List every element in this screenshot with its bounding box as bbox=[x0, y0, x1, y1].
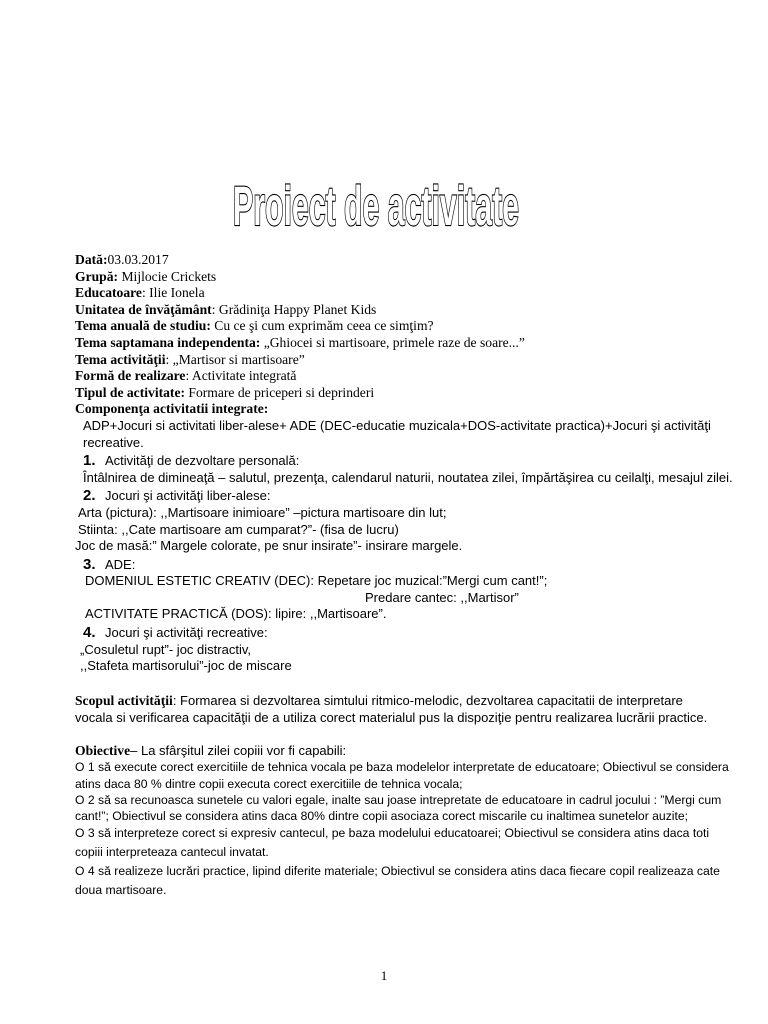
field-value: „Ghiocei si martisoare, primele raze de soare...” bbox=[260, 334, 525, 350]
field-value: 03.03.2017 bbox=[107, 252, 169, 267]
scop-label: Scopul activităţii bbox=[75, 692, 173, 708]
field-label: Dată: bbox=[75, 252, 108, 267]
wordart-title bbox=[226, 165, 526, 235]
section-title: ADE: bbox=[105, 556, 136, 572]
objective-item: O 1 să execute corect exercitiile de tehnica vocala pe baza modelelor interpretate de educatoare; Obiectivul se considera atins daca 80 % dintre copii executa corect exercitiile de tehnica vocala; bbox=[75, 760, 729, 791]
section-4-heading bbox=[75, 625, 740, 642]
field-value: Formare de priceperi si deprinderi bbox=[185, 384, 375, 400]
objective-item: O 2 să sa recunoasca sunetele cu valori egale, inalte sau joase intrepretate de educatoare in cadrul jocului : ”Mergi cum cant!”; Obiectivul se considera atins daca 80% dintre copii asociaza corect miscarile cu inaltimea sunetelor auzite; bbox=[75, 792, 722, 824]
field-label: Tema saptamana independenta: bbox=[75, 334, 261, 350]
section-number: 2. bbox=[83, 487, 96, 505]
spacer bbox=[75, 726, 740, 743]
field-data bbox=[75, 252, 740, 269]
section-2-heading bbox=[75, 488, 740, 505]
field-unitatea bbox=[75, 302, 740, 319]
field-value: Cu ce şi cum exprimăm ceea ce simţim? bbox=[210, 318, 434, 334]
title-svg bbox=[226, 165, 526, 235]
obiective-heading bbox=[75, 743, 740, 760]
field-educatoare bbox=[75, 285, 740, 302]
field-value: Mijlocie Crickets bbox=[118, 268, 217, 284]
field-label: Unitatea de învăţământ bbox=[75, 301, 212, 317]
field-componenta bbox=[75, 401, 740, 418]
section-2-line-1: Arta (pictura): ,,Martisoare inimioare” –pictura martisoare din lut; bbox=[78, 504, 447, 520]
page-number: 1 bbox=[380, 968, 388, 983]
objective-item: O 4 să realizeze lucrări practice, lipind diferite materiale; Obiectivul se considera atins daca fiecare copil realizeaza cate doua martisoare. bbox=[75, 864, 720, 898]
field-label: Educatoare bbox=[75, 285, 142, 301]
section-number: 1. bbox=[83, 452, 96, 470]
field-tema-saptamana bbox=[75, 335, 740, 352]
field-value: : Ilie Ionela bbox=[141, 285, 205, 301]
section-4-line-1: „Cosuletul rupt”- joc distractiv, bbox=[80, 641, 251, 657]
field-value: : „Martisor si martisoare” bbox=[165, 351, 305, 367]
componenta-text: ADP+Jocuri si activitati liber-alese+ ADE (DEC-educatie muzicala+DOS-activitate practica)+Jocuri şi activităţi recreative. bbox=[83, 417, 711, 450]
section-number: 4. bbox=[83, 624, 96, 642]
section-1-body: Întâlnirea de dimineaţă – salutul, prezenţa, calendarul naturii, noutatea zilei, împărtăşirea cu ceilalţi, mesajul zilei. bbox=[83, 469, 733, 485]
section-2-line-2: Stiinta: ,,Cate martisoare am cumparat?”- (fisa de lucru) bbox=[78, 521, 399, 537]
field-grupa bbox=[75, 269, 740, 286]
field-label: Tipul de activitate: bbox=[75, 384, 186, 400]
page-title: Proiect de activitate bbox=[233, 174, 519, 237]
field-label: Componenţa activitatii integrate: bbox=[75, 401, 269, 417]
section-3-line-2: Predare cantec: ,,Martisor” bbox=[365, 589, 519, 605]
field-tema-activitatii bbox=[75, 352, 740, 369]
section-4-line-2: ,,Stafeta martisorului”-joc de miscare bbox=[80, 658, 292, 674]
document-body bbox=[75, 252, 740, 900]
field-label: Formă de realizare bbox=[75, 368, 186, 384]
field-label: Tema anuală de studiu: bbox=[75, 318, 211, 334]
field-tema-anuala bbox=[75, 318, 740, 335]
scop-text: : Formarea si dezvoltarea simtului ritmico-melodic, dezvoltarea capacitatii de interpretare vocala si verificarea capacităţii de a utiliza corect materialul pus la dispoziţie pentru realizarea lucrării practice. bbox=[75, 692, 708, 725]
field-value: : Grădiniţa Happy Planet Kids bbox=[211, 301, 377, 317]
section-title: Activităţi de dezvoltare personală: bbox=[105, 453, 300, 469]
objective-item: O 3 să interpreteze corect si expresiv cantecul, pe baza modelului educatoarei; Obiectivul se considera atins daca toti copiii interpreteaza cantecul invatat. bbox=[75, 826, 710, 860]
section-2-line-3: Joc de masă:” Margele colorate, pe snur insirate”- insirare margele. bbox=[75, 538, 463, 554]
field-forma-realizare bbox=[75, 368, 740, 385]
obiective-label: Obiective bbox=[75, 742, 131, 758]
section-title: Jocuri şi activităţi liber-alese: bbox=[105, 488, 271, 504]
section-3-line-3: ACTIVITATE PRACTICĂ (DOS): lipire: ,,Martisoare”. bbox=[85, 606, 387, 622]
scopul-activitatii bbox=[75, 692, 715, 726]
section-3-line-1: DOMENIUL ESTETIC CREATIV (DEC): Repetare joc muzical:”Mergi cum cant!”; bbox=[85, 573, 548, 589]
obiective-intro: – La sfârşitul zilei copiii vor fi capabili: bbox=[130, 742, 347, 758]
section-title: Jocuri şi activităţi recreative: bbox=[105, 625, 268, 641]
field-value: : Activitate integrată bbox=[185, 368, 297, 384]
section-1-heading bbox=[75, 453, 740, 470]
field-tipul-activitate bbox=[75, 385, 740, 402]
section-number: 3. bbox=[83, 555, 96, 573]
field-label: Grupă: bbox=[75, 268, 119, 284]
field-label: Tema activităţii bbox=[75, 351, 166, 367]
section-3-heading bbox=[75, 557, 740, 574]
spacer bbox=[75, 675, 740, 692]
